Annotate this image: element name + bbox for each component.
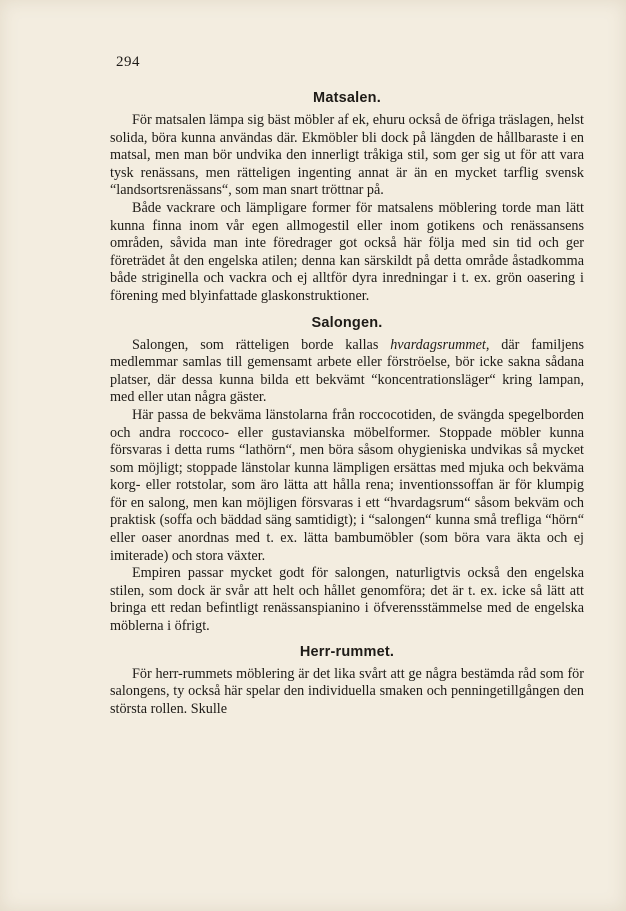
emphasized-term: hvardagsrummet, xyxy=(390,336,490,353)
paragraph xyxy=(110,337,584,407)
paragraph-text: där familjens medlemmar samlas till gemensamt arbete eller förströelse, bör icke sakna sådana platser, där dessa kunna bilda ett bekvämt “koncentrationsläger“ kring lampan, med eller utan några gäster. xyxy=(110,336,584,406)
paragraph: Både vackrare och lämpligare former för matsalens möblering torde man lätt kunna finna inom vår egen allmogestil eller inom gotikens och renässansens områden, såvida man inte föredrager got också här följa med sin tid och ger företrädet åt den engelska atilen; denna kan särskildt på detta område åstadkomma både striginella och vackra och ej alltför dyra inredningar i t. ex. grön oasering i förening med blyinfattade glaskonstruktioner. xyxy=(110,199,584,304)
page-body xyxy=(110,90,584,718)
section-heading-herr-rummet: Herr-rummet. xyxy=(299,643,395,660)
paragraph-text: Salongen, som rätteligen borde kallas xyxy=(132,336,391,353)
section-heading-matsalen: Matsalen. xyxy=(313,90,381,106)
paragraph: Här passa de bekväma länstolarna från roccocotiden, de svängda spegelborden och andra roccoco- eller gustavianska möbelformer. Stoppade möbler kunna försvaras i detta rums “lathörn“, men böra såsom ohygieniska undvikas så mycket som möjligt; stoppade länstolar kunna lämpligen ersättas med mjuka och bekväma korg- eller rotstolar, som äro lätta att hålla rena; inventionssoffan är för klumpig för en salong, men kan möjligen försvaras i ett “hvardagsrum“ såsom bekväm och praktisk (soffa och bäddad säng samtidigt); i “salongen“ kunna små trefliga “hörn“ eller oaser anordnas med t. ex. lätta bambumöbler (som böra vara äkta och ej imiterade) och stora växter. xyxy=(110,406,584,564)
paragraph: Empiren passar mycket godt för salongen, naturligtvis också den engelska stilen, som dock är svår att helt och hållet genomföra; det är t. ex. icke så lätt att bringa ett redan befintligt renässanspianino i öfverensstämmelse med de engelska möblerna i öfrigt. xyxy=(110,565,584,635)
paragraph: För herr-rummets möblering är det lika svårt att ge några bestämda råd som för salongens, ty också här spelar den individuella smaken och penningetillgången den största rollen. Skulle xyxy=(110,665,584,717)
page-number: 294 xyxy=(116,54,140,70)
paragraph: För matsalen lämpa sig bäst möbler af ek, ehuru också de öfriga träslagen, helst solida, böra kunna användas där. Ekmöbler bli dock på längden de hållbaraste i en matsal, men man bör undvika den innerligt tråkiga stil, som ger sig ut för att vara tysk renässans, men rätteligen ingenting annat är än en mycket tarflig svensk “landsortsrenässans“, som man snart tröttnar på. xyxy=(110,112,584,199)
section-heading-salongen: Salongen. xyxy=(311,314,383,331)
